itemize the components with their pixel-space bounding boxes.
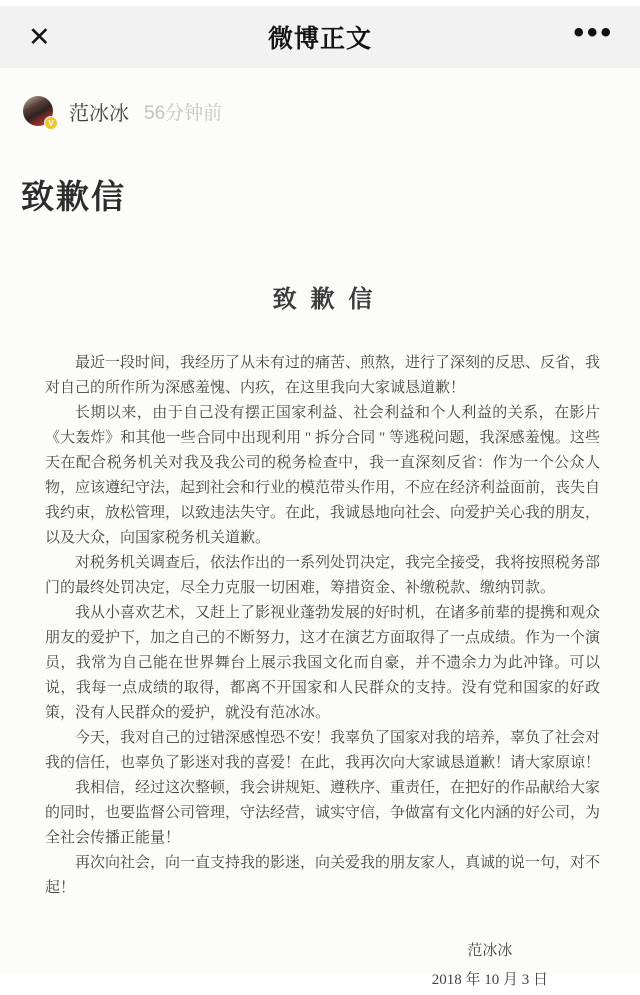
letter-paragraph: 最近一段时间，我经历了从未有过的痛苦、煎熬，进行了深刻的反思、反省，我对自己的所作所为深感羞愧、内疚，在这里我向大家诚恳道歉！ xyxy=(45,355,601,396)
letter-date: 2018 年 10 月 3 日 xyxy=(431,972,548,988)
letter-signature-block xyxy=(45,937,600,995)
letter-paragraph: 我相信，经过这次整顿，我会讲规矩、遵秩序、重责任，在把好的作品献给大家的同时，也要监督公司管理，守法经营，诚实守信，争做富有文化内涵的好公司，为全社会传播正能量！ xyxy=(45,780,601,846)
close-button[interactable] xyxy=(26,20,53,55)
letter-paragraph: 长期以来，由于自己没有摆正国家利益、社会利益和个人利益的关系，在影片《大轰炸》和其他一些合同中出现利用 " 拆分合同 " 等逃税问题，我深感羞愧。这些天在配合税务机关对我及我公司的税务检查中，我一直深刻反省：作为一个公众人物，应该遵纪守法，起到社会和行业的模范带头作用，不应在经济利益面前，丧失自我约束，放松管理，以致违法失守。在此，我诚恳地向社会、向爱护关心我的朋友，以及大众，向国家税务机关道歉。 xyxy=(45,405,601,546)
close-icon: ✕ xyxy=(28,21,51,52)
page-title: 微博正文 xyxy=(267,25,373,53)
post-content xyxy=(0,68,640,995)
letter-title: 致歉信 xyxy=(272,287,387,313)
letter-paragraph: 再次向社会，向一直支持我的影迷，向关爱我的朋友家人，真诚的说一句，对不起！ xyxy=(45,855,601,896)
post-meta-row xyxy=(0,68,640,126)
avatar[interactable] xyxy=(23,96,53,126)
navbar xyxy=(0,6,640,68)
more-button[interactable] xyxy=(573,16,614,53)
author-name[interactable]: 范冰冰 xyxy=(69,102,129,125)
post-time: 56分钟前 xyxy=(144,102,223,124)
letter-paragraph: 对税务机关调查后，依法作出的一系列处罚决定，我完全接受，我将按照税务部门的最终处罚决定，尽全力克服一切困难，筹措资金、补缴税款、缴纳罚款。 xyxy=(45,555,601,596)
letter-image[interactable] xyxy=(0,279,640,995)
more-icon: ••• xyxy=(573,16,614,49)
post-title: 致歉信 xyxy=(21,178,126,215)
letter-paragraph: 我从小喜欢艺术，又赶上了影视业蓬勃发展的好时机，在诸多前辈的提携和观众朋友的爱护下，加之自己的不断努力，这才在演艺方面取得了一点成绩。作为一个演员，我常为自己能在世界舞台上展示我国文化而自豪，并不遗余力为此冲锋。可以说，我每一点成绩的取得，都离不开国家和人民群众的支持。没有党和国家的好政策，没有人民群众的爱护，就没有范冰冰。 xyxy=(45,605,601,721)
letter-signature: 范冰冰 xyxy=(467,943,513,959)
verified-badge-icon: V xyxy=(44,116,58,130)
letter-paragraph: 今天，我对自己的过错深感惶恐不安！我辜负了国家对我的培养，辜负了社会对我的信任，也辜负了影迷对我的喜爱！在此，我再次向大家诚恳道歉！请大家原谅！ xyxy=(45,730,601,771)
